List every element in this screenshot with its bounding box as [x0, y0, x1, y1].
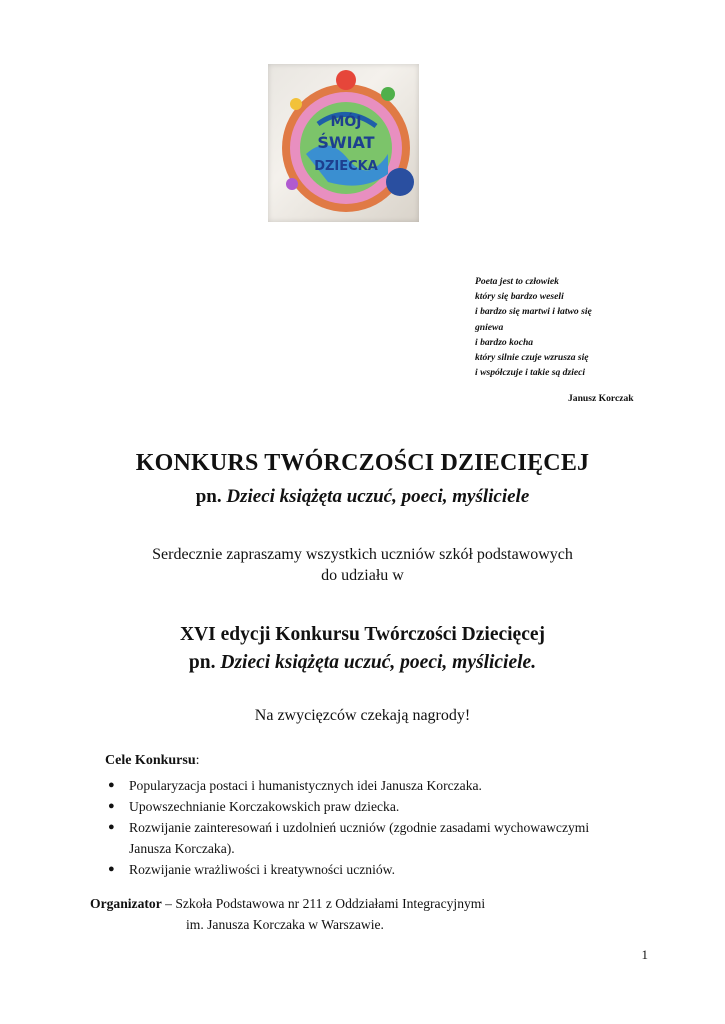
organizer-school: – Szkoła Podstawowa nr 211 z Oddziałami Integracyjnymi: [161, 896, 486, 911]
quote-line: gniewa: [475, 321, 504, 333]
list-item: [106, 859, 629, 880]
quote-line: który się bardzo weseli: [475, 291, 564, 303]
quote-author: Janusz Korczak: [568, 393, 634, 404]
quote-line: i bardzo się martwi i łatwo się: [475, 306, 592, 318]
organizer-line-1: [90, 893, 485, 914]
goal-text: Upowszechnianie Korczakowskich praw dziecka.: [129, 799, 400, 814]
organizer-info: [90, 893, 485, 935]
quote-line: i współczuje i takie są dzieci: [475, 367, 586, 379]
invite-line-2: do udziału w: [321, 567, 404, 584]
edition-heading: [0, 621, 725, 677]
list-item: [106, 817, 629, 859]
quote-line: i bardzo kocha: [475, 336, 534, 348]
invite-line-1: Serdecznie zapraszamy wszystkich uczniów szkół podstawowych: [152, 546, 573, 563]
organizer-line-2: im. Janusza Korczaka w Warszawie.: [186, 917, 384, 932]
goal-text: Rozwijanie zainteresowań i uzdolnień uczniów (zgodnie zasadami wychowawczymi Janusza Korczaka).: [129, 820, 590, 856]
edition-line-2: [0, 649, 725, 677]
page-subtitle: [0, 486, 725, 508]
svg-text:DZIECKA: DZIECKA: [314, 159, 378, 174]
prize-announcement: Na zwycięzców czekają nagrody!: [254, 707, 471, 724]
list-item: [106, 775, 629, 796]
page-title: KONKURS TWÓRCZOŚCI DZIECIĘCEJ: [135, 450, 590, 476]
list-item: [106, 796, 629, 817]
subtitle-prefix: pn.: [195, 486, 227, 507]
goals-title-suffix: :: [195, 753, 200, 768]
invitation-text: [0, 544, 725, 586]
quote-line: Poeta jest to człowiek: [475, 276, 559, 287]
korczak-quote: [475, 274, 675, 380]
edition-line-2-italic: Dzieci książęta uczuć, poeci, myśliciele.: [220, 652, 537, 673]
bullet-icon: ●: [108, 779, 115, 791]
bullet-icon: ●: [108, 800, 115, 812]
bullet-icon: ●: [108, 821, 115, 833]
goal-text: Popularyzacja postaci i humanistycznych idei Janusza Korczaka.: [129, 778, 482, 793]
edition-line-1: XVI edycji Konkursu Twórczości Dziecięcej: [179, 624, 545, 645]
edition-line-2-prefix: pn.: [188, 652, 221, 673]
page-number: 1: [641, 947, 648, 962]
goals-list: [106, 775, 629, 880]
subtitle-italic: Dzieci książęta uczuć, poeci, myśliciele: [226, 486, 530, 507]
goal-text: Rozwijanie wrażliwości i kreatywności uczniów.: [129, 862, 396, 877]
goals-title: Cele Konkursu: [105, 753, 196, 768]
organizer-label: Organizator: [90, 896, 162, 911]
svg-text:ŚWIAT: ŚWIAT: [317, 133, 375, 152]
contest-logo-image: [268, 64, 419, 222]
svg-text:MÓJ: MÓJ: [330, 114, 362, 130]
quote-line: który silnie czuje wzrusza się: [475, 352, 589, 364]
goals-heading: [105, 753, 200, 769]
bullet-icon: ●: [108, 863, 115, 875]
